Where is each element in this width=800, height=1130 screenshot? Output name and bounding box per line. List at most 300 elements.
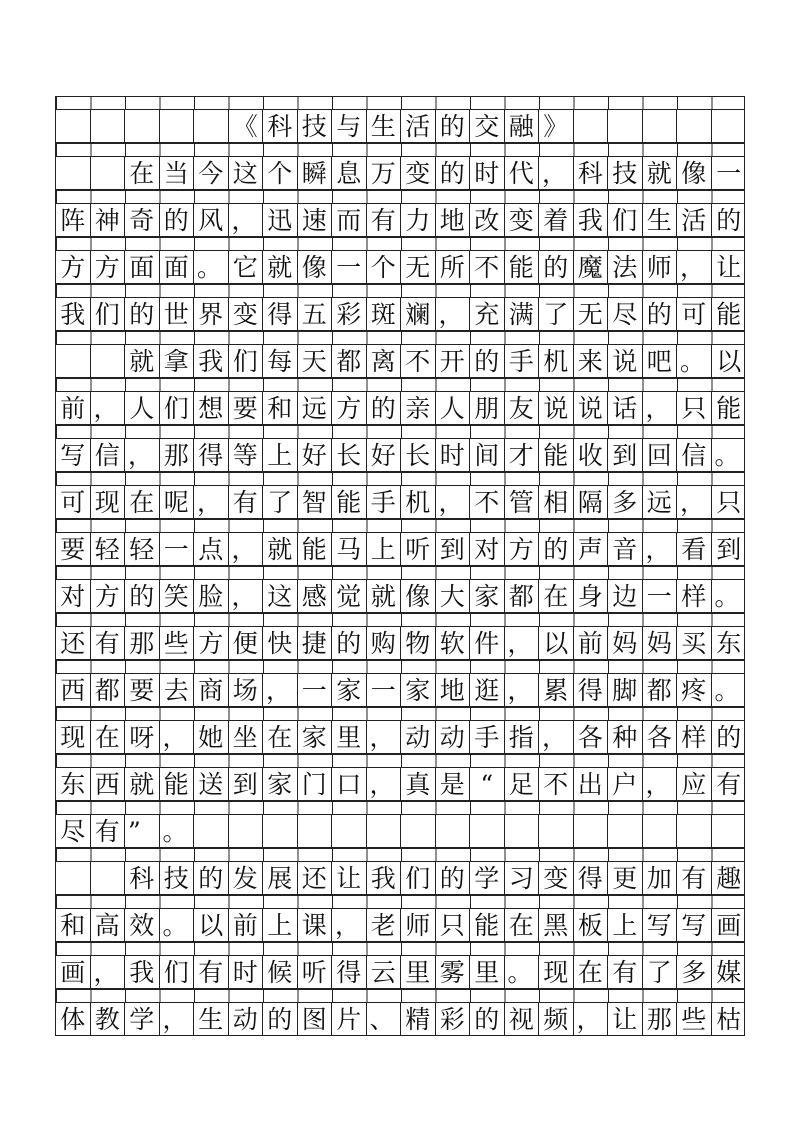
body-char: 手 (505, 345, 540, 377)
body-char: 们 (160, 956, 195, 988)
body-char: 方 (56, 251, 91, 283)
body-char: 彩 (332, 298, 367, 330)
body-char: 出 (574, 768, 609, 800)
body-char: 都 (643, 674, 678, 706)
body-char: 在 (539, 580, 574, 612)
body-char: 拿 (160, 345, 195, 377)
body-char: 信 (91, 439, 126, 471)
body-char: ， (436, 298, 471, 330)
empty-cell (712, 110, 747, 142)
body-char: 那 (125, 627, 160, 659)
body-char: 们 (401, 862, 436, 894)
body-char: 才 (505, 439, 540, 471)
body-char: 场 (229, 674, 264, 706)
body-char: 人 (436, 392, 471, 424)
body-char: 上 (263, 909, 298, 941)
body-char: 我 (574, 204, 609, 236)
body-char: 说 (539, 392, 574, 424)
body-char: 轻 (125, 533, 160, 565)
title-char: 的 (436, 110, 471, 142)
body-char: 着 (539, 204, 574, 236)
body-char: 身 (574, 580, 609, 612)
body-char: 的 (125, 298, 160, 330)
body-char: ， (229, 533, 264, 565)
body-char: 不 (401, 345, 436, 377)
body-char: 方 (91, 251, 126, 283)
row-separator (55, 331, 745, 345)
body-char: 技 (160, 862, 195, 894)
body-char: ， (263, 674, 298, 706)
body-char: 的 (436, 157, 471, 189)
body-char: ， (574, 1003, 609, 1035)
body-char: 尽 (608, 298, 643, 330)
body-char: 轻 (91, 533, 126, 565)
title-char: 交 (470, 110, 505, 142)
body-char: 多 (677, 956, 712, 988)
body-char: 要 (229, 392, 264, 424)
line-cells (55, 909, 745, 942)
body-char: 的 (436, 862, 471, 894)
body-char: 了 (539, 298, 574, 330)
body-char: 改 (470, 204, 505, 236)
body-char: 息 (332, 157, 367, 189)
body-char: 能 (505, 251, 540, 283)
body-char: ， (91, 956, 126, 988)
line-cells (55, 674, 745, 707)
body-char: 了 (263, 486, 298, 518)
body-char: 在 (263, 721, 298, 753)
row-separator (55, 519, 745, 533)
body-char: 速 (298, 204, 333, 236)
body-char: 力 (401, 204, 436, 236)
body-char: ， (194, 486, 229, 518)
body-char: 地 (436, 674, 471, 706)
title-char: 生 (367, 110, 402, 142)
body-char: ， (229, 204, 264, 236)
body-char: 件 (470, 627, 505, 659)
body-char: 到 (229, 768, 264, 800)
body-char: 课 (298, 909, 333, 941)
body-char: 魔 (574, 251, 609, 283)
body-char: 无 (401, 251, 436, 283)
body-char: 师 (643, 251, 678, 283)
body-char: 远 (643, 486, 678, 518)
body-char: 便 (229, 627, 264, 659)
empty-cell (643, 110, 678, 142)
body-char: 能 (716, 299, 742, 329)
body-char: ， (160, 1003, 195, 1035)
body-char: ， (229, 580, 264, 612)
body-char: 。 (677, 345, 712, 377)
row-separator (55, 848, 745, 862)
body-char: 们 (608, 204, 643, 236)
body-char: 个 (263, 157, 298, 189)
empty-cell (56, 345, 91, 377)
body-char: 变 (229, 298, 264, 330)
body-char: 习 (505, 862, 540, 894)
empty-cell (229, 815, 264, 847)
body-char: 。 (160, 909, 195, 941)
line-cells (55, 251, 745, 284)
body-char: 朋 (470, 392, 505, 424)
body-char: 坐 (229, 721, 264, 753)
body-char: 商 (194, 674, 229, 706)
empty-cell (298, 815, 333, 847)
essay-line (55, 848, 745, 895)
body-char: 间 (470, 439, 505, 471)
title-char: 科 (263, 110, 298, 142)
essay-line (55, 566, 745, 613)
line-cells (55, 486, 745, 519)
row-separator (55, 378, 745, 392)
body-char: 就 (263, 533, 298, 565)
line-cells (55, 768, 745, 801)
body-char: 有 (716, 769, 742, 799)
empty-cell (470, 815, 505, 847)
body-char: 买 (677, 627, 712, 659)
body-char: 可 (56, 486, 91, 518)
empty-cell (332, 815, 367, 847)
body-char: 不 (470, 251, 505, 283)
body-char: 。 (714, 581, 740, 611)
body-char: 像 (677, 157, 712, 189)
body-char: 雾 (436, 956, 471, 988)
body-char: 得 (263, 298, 298, 330)
body-char: 满 (505, 298, 540, 330)
body-char: 这 (263, 580, 298, 612)
body-char: 斑 (367, 298, 402, 330)
body-char: 方 (505, 533, 540, 565)
body-char: 媒 (716, 957, 742, 987)
body-char: 板 (574, 909, 609, 941)
body-char: 所 (436, 251, 471, 283)
empty-cell (677, 815, 712, 847)
body-char: 要 (56, 533, 91, 565)
body-char: 点 (194, 533, 229, 565)
body-char: 视 (505, 1003, 540, 1035)
row-separator (55, 989, 745, 1003)
body-char: 购 (367, 627, 402, 659)
body-char: ， (505, 674, 540, 706)
body-char: 充 (470, 298, 505, 330)
empty-cell (367, 815, 402, 847)
body-char: 代 (505, 157, 540, 189)
body-char: 去 (160, 674, 195, 706)
body-char: 。 (505, 956, 540, 988)
body-char: ， (91, 392, 126, 424)
body-char: 手 (470, 721, 505, 753)
body-char: 图 (298, 1003, 333, 1035)
body-char: 还 (56, 627, 91, 659)
row-separator (55, 801, 745, 815)
body-char: 能 (539, 439, 574, 471)
body-char: 家 (263, 768, 298, 800)
body-char: 在 (91, 721, 126, 753)
body-char: 多 (608, 486, 643, 518)
body-char: 的 (194, 862, 229, 894)
body-char: 有 (608, 956, 643, 988)
body-char: 声 (574, 533, 609, 565)
row-separator (55, 190, 745, 204)
body-char: 界 (194, 298, 229, 330)
body-char: 样 (677, 721, 712, 753)
body-char: 学 (470, 862, 505, 894)
empty-cell (91, 157, 126, 189)
row-separator (55, 613, 745, 627)
body-char: 里 (470, 956, 505, 988)
body-char: 有 (367, 204, 402, 236)
body-char: 无 (574, 298, 609, 330)
empty-cell (574, 815, 609, 847)
body-char: 指 (505, 721, 540, 753)
body-char: 有 (677, 862, 712, 894)
body-char: 我 (56, 298, 91, 330)
body-char: 更 (608, 862, 643, 894)
body-char: 到 (608, 439, 643, 471)
body-char: 天 (298, 345, 333, 377)
body-char: 一 (367, 674, 402, 706)
body-char: 都 (91, 674, 126, 706)
line-cells (55, 815, 745, 848)
body-char: 个 (367, 251, 402, 283)
body-char: 一 (643, 580, 678, 612)
body-char: 动 (401, 721, 436, 753)
title-cells (55, 110, 745, 143)
body-char: 一 (160, 533, 195, 565)
body-char: 那 (643, 1003, 678, 1035)
body-char: 得 (574, 674, 609, 706)
line-cells (55, 157, 745, 190)
body-char: 世 (160, 298, 195, 330)
body-char: 让 (608, 1003, 643, 1035)
empty-cell (401, 815, 436, 847)
body-char: 今 (194, 157, 229, 189)
body-char: 开 (436, 345, 471, 377)
essay-grid-paper (55, 96, 745, 1036)
empty-cell (539, 815, 574, 847)
body-char: 就 (643, 157, 678, 189)
row-separator (55, 895, 745, 909)
body-char: 变 (505, 204, 540, 236)
essay-line (55, 378, 745, 425)
body-char: 人 (125, 392, 160, 424)
body-char: 们 (229, 345, 264, 377)
body-char: 想 (194, 392, 229, 424)
body-char: 黑 (539, 909, 574, 941)
line-cells (55, 956, 745, 989)
empty-cell (194, 815, 229, 847)
title-char: 》 (539, 110, 574, 142)
body-char: 看 (677, 533, 712, 565)
essay-line (55, 237, 745, 284)
body-char: 现 (539, 956, 574, 988)
body-char: 感 (298, 580, 333, 612)
body-char: 口 (332, 768, 367, 800)
body-char: 以 (194, 909, 229, 941)
body-char: 的 (263, 1003, 298, 1035)
body-char: 机 (401, 486, 436, 518)
body-char: ， (332, 909, 367, 941)
body-char: 的 (539, 533, 574, 565)
body-char: ， (160, 721, 195, 753)
body-char: 逛 (470, 674, 505, 706)
body-char: 。 (160, 815, 195, 847)
body-char: 现 (91, 486, 126, 518)
body-char: ， (505, 627, 540, 659)
body-char: 只 (436, 909, 471, 941)
body-char: 到 (436, 533, 471, 565)
empty-cell (436, 815, 471, 847)
essay-line (55, 989, 745, 1036)
row-separator (55, 284, 745, 298)
body-char: 的 (643, 298, 678, 330)
line-cells (55, 439, 745, 472)
body-char: 高 (91, 909, 126, 941)
body-char: 片 (332, 1003, 367, 1035)
body-char: 信 (677, 439, 712, 471)
body-char: 听 (401, 533, 436, 565)
body-char: 画 (716, 910, 742, 940)
body-char: 都 (505, 580, 540, 612)
essay-line (55, 425, 745, 472)
body-char: 面 (160, 251, 195, 283)
body-char: 马 (332, 533, 367, 565)
body-char: 的 (716, 205, 742, 235)
body-char: 方 (194, 627, 229, 659)
body-char: 的 (367, 392, 402, 424)
title-char: 技 (298, 110, 333, 142)
empty-cell (194, 110, 229, 142)
body-char: 趣 (716, 863, 742, 893)
body-char: 妈 (643, 627, 678, 659)
body-char: 各 (574, 721, 609, 753)
body-char: 长 (332, 439, 367, 471)
body-char: 万 (367, 157, 402, 189)
body-char: 在 (574, 956, 609, 988)
body-char: ， (643, 768, 678, 800)
body-char: 在 (505, 909, 540, 941)
body-char: 前 (56, 392, 91, 424)
body-char: 可 (677, 298, 712, 330)
body-char: 只 (677, 392, 712, 424)
body-char: 各 (643, 721, 678, 753)
body-char: 效 (125, 909, 160, 941)
row-separator (55, 754, 745, 768)
body-char: 机 (539, 345, 574, 377)
essay-title-row (55, 96, 745, 143)
body-char: 老 (367, 909, 402, 941)
body-char: 户 (608, 768, 643, 800)
essay-line (55, 284, 745, 331)
body-char: 足 (505, 768, 540, 800)
body-char: 只 (716, 487, 742, 517)
body-char: 手 (367, 486, 402, 518)
body-char: 觉 (332, 580, 367, 612)
body-char: 真 (401, 768, 436, 800)
body-char: 呀 (125, 721, 160, 753)
body-char: 活 (677, 204, 712, 236)
body-char: 上 (263, 439, 298, 471)
line-cells (55, 627, 745, 660)
line-cells (55, 533, 745, 566)
body-char: 就 (125, 345, 160, 377)
line-cells (55, 392, 745, 425)
empty-cell (91, 345, 126, 377)
body-char: 技 (608, 157, 643, 189)
body-char: 话 (608, 392, 643, 424)
body-char: 些 (160, 627, 195, 659)
empty-cell (125, 110, 160, 142)
body-char: 一 (298, 674, 333, 706)
body-char: 远 (298, 392, 333, 424)
body-char: 的 (716, 722, 742, 752)
body-char: 都 (332, 345, 367, 377)
body-char: 发 (229, 862, 264, 894)
body-char: 音 (608, 533, 643, 565)
body-char: 对 (470, 533, 505, 565)
body-char: 奇 (125, 204, 160, 236)
body-char: 前 (574, 627, 609, 659)
body-char: 能 (298, 533, 333, 565)
empty-cell (712, 815, 747, 847)
empty-cell (263, 815, 298, 847)
body-char: 回 (643, 439, 678, 471)
body-char: 让 (716, 252, 742, 282)
body-char: 在 (125, 486, 160, 518)
empty-cell (91, 862, 126, 894)
empty-cell (91, 110, 126, 142)
body-char: 动 (229, 1003, 264, 1035)
body-char: 长 (401, 439, 436, 471)
title-char: 《 (229, 110, 264, 142)
body-char: 她 (194, 721, 229, 753)
body-char: 要 (125, 674, 160, 706)
body-char: 变 (401, 157, 436, 189)
body-char: 斓 (401, 298, 436, 330)
body-char: 法 (608, 251, 643, 283)
body-char: 脚 (608, 674, 643, 706)
body-char: ， (125, 439, 160, 471)
empty-cell (56, 110, 91, 142)
body-char: 西 (56, 674, 91, 706)
body-char: 。 (714, 440, 740, 470)
body-char: 是 (436, 768, 471, 800)
body-char: 有 (91, 815, 126, 847)
body-char: 相 (539, 486, 574, 518)
title-char: 融 (505, 110, 540, 142)
body-char: 的 (332, 627, 367, 659)
body-char: 的 (160, 204, 195, 236)
body-char: 学 (125, 1003, 160, 1035)
body-char: 方 (332, 392, 367, 424)
body-char: 精 (401, 1003, 436, 1035)
body-char: 物 (401, 627, 436, 659)
body-char: 家 (470, 580, 505, 612)
body-char: 前 (229, 909, 264, 941)
body-char: 以 (716, 346, 742, 376)
body-char: 家 (298, 721, 333, 753)
row-separator (55, 660, 745, 674)
body-char: 师 (401, 909, 436, 941)
body-char: 以 (539, 627, 574, 659)
body-char: 妈 (608, 627, 643, 659)
body-char: 我 (367, 862, 402, 894)
body-char: 一 (716, 158, 742, 188)
body-char: 五 (298, 298, 333, 330)
empty-cell (608, 815, 643, 847)
line-cells (55, 204, 745, 237)
body-char: 画 (56, 956, 91, 988)
